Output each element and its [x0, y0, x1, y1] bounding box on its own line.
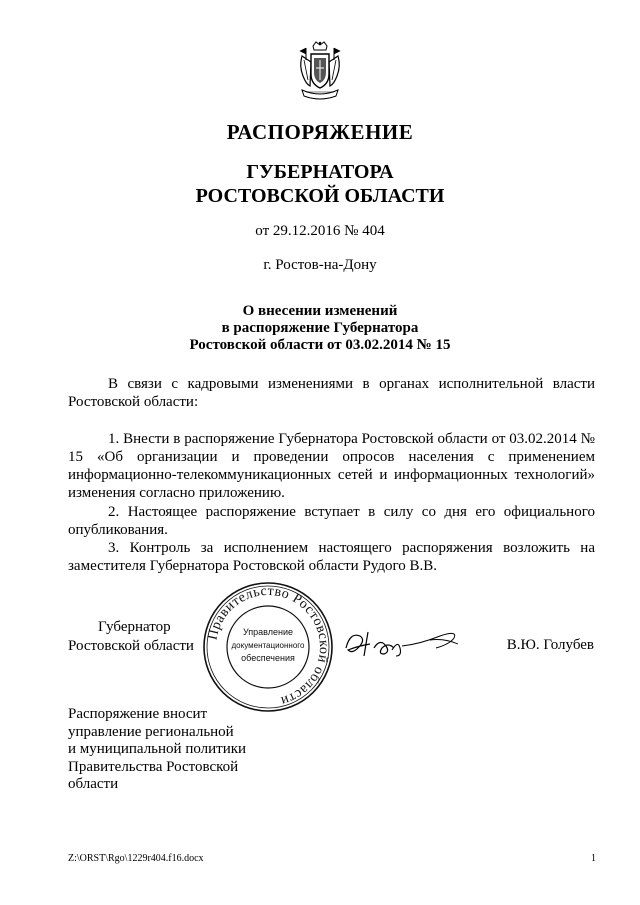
issuer-line-1: ГУБЕРНАТОРА — [246, 161, 394, 183]
submitted-by-line-4: Правительства Ростовской — [68, 758, 239, 775]
svg-text:Правительство Ростовской облас: Правительство Ростовской области — [205, 583, 332, 709]
item-2-paragraph: 2. Настоящее распоряжение вступает в силу со дня его официального опубликования. — [68, 504, 595, 538]
intro-paragraph: В связи с кадровыми изменениями в органах исполнительной власти Ростовской области: — [68, 376, 595, 410]
page-number: 1 — [591, 853, 596, 864]
submitted-by-line-3: и муниципальной политики — [68, 741, 247, 757]
signatory-post — [68, 618, 194, 656]
svg-text:документационного: документационного — [231, 641, 305, 650]
document-date-number: от 29.12.2016 № 404 — [255, 223, 385, 239]
coat-of-arms-icon — [296, 40, 344, 102]
signatory-name: В.Ю. Голубев — [506, 637, 594, 653]
signatory-post-line-2: Ростовской области — [68, 638, 194, 654]
submitted-by-line-5: области — [68, 776, 119, 792]
svg-text:обеспечения: обеспечения — [241, 653, 295, 663]
subject-line-2: в распоряжение Губернатора — [221, 320, 419, 336]
svg-text:Управление: Управление — [242, 627, 294, 637]
item-3-paragraph: 3. Контроль за исполнением настоящего распоряжения возложить на заместителя Губернатора Ростовской области Рудого В.В. — [68, 540, 595, 574]
submitted-by-block — [68, 706, 246, 794]
document-type-title: РАСПОРЯЖЕНИЕ — [226, 120, 414, 144]
subject-line-3: Ростовской области от 03.02.2014 № 15 — [189, 337, 451, 353]
handwritten-signature — [340, 626, 465, 662]
signatory-post-line-1: Губернатор — [98, 619, 171, 635]
submitted-by-line-2: управление региональной — [68, 723, 234, 740]
item-1-paragraph: 1. Внести в распоряжение Губернатора Ростовской области от 03.02.2014 № 15 «Об организации и проведении опросов населения с применением информационно-телекоммуникационных сетей и информационных технологий» изменения согласно приложению. — [68, 431, 595, 501]
issuer-line-2: РОСТОВСКОЙ ОБЛАСТИ — [195, 185, 445, 207]
footer-file-path: Z:\ORST\Rgo\1229r404.f16.docx — [68, 853, 204, 864]
subject-line-1: О внесении изменений — [242, 303, 398, 319]
document-city: г. Ростов-на-Дону — [263, 257, 377, 273]
official-seal — [201, 580, 335, 714]
submitted-by-line-1: Распоряжение вносит — [68, 706, 208, 722]
